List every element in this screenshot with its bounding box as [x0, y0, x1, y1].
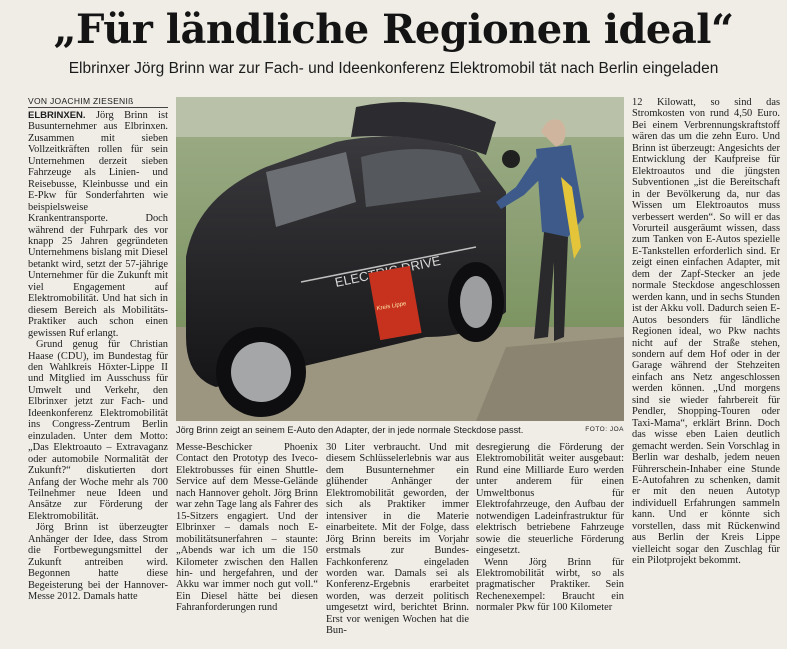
paragraph: 30 Liter verbraucht. Und mit diesem Schlüsselerlebnis war aus dem Busunternehmer ein glühender Anhänger der Elektromobilität geworden, der sich als Praktiker immer intensiver in die Materie einarbeitete. Mit der Folge, dass Jörg Brinn bereits im Vorjahr erstmals zur Bundes-Fachkonferenz eingeladen worden war. Damals sei als Konferenz-Ergebnis erarbeitet worden, was derzeit politisch umgesetzt wird, berichtet Brinn. Erst vor wenigen Wochen hat die Bun- — [326, 442, 469, 637]
photo-electric-car-with-man — [176, 97, 624, 421]
svg-text:Kreis Lippe: Kreis Lippe — [376, 301, 407, 313]
paragraph: ELBRINXEN. Jörg Brinn ist Busunternehmer aus Elbrinxen. Zusammen mit sieben Vollzeitkräften rollen für sein Unternehmen derzeit sieben Fahrzeuge als Linien- und Reisebusse, Kleinbusse und ein E-Pkw für Sonderfahrten wie beispielsweise Krankentransporte. Doch während der Fuhrpark des vor knapp 25 Jahren gegründeten Unternehmens bislang mit Diesel betankt wird, setzt der 57-jährige Unternehmer für die Zukunft mit viel Engagement auf Elektromobilität. Und hat sich in diesem Bereich als Mobilitäts-Praktiker auch schon einen gewissen Ruf erlangt. — [28, 110, 168, 339]
article-column-2 — [176, 442, 318, 645]
paragraph: desregierung die Förderung der Elektromobilität weiter ausgebaut: Rund eine Milliarde Euro werden unter anderem für einen Umweltbonus für Elektrofahrzeuge, den Aufbau der notwendigen Ladeinfrastruktur für elektrisch betriebene Fahrzeuge sowie die steuerliche Förderung eingesetzt. — [476, 442, 624, 557]
article-column-3 — [326, 442, 469, 645]
paragraph: 12 Kilowatt, so sind das Stromkosten von rund 4,50 Euro. Bei einem Verbrennungskraftstoff wären das um die zehn Euro. Und Brinn ist überzeugt: Angesichts der Entwicklung der Kaufpreise für Elektroautos und die jüngsten Subventionen „ist die Bereitschaft in der Bevölkerung da, nur das Wissen um Elektroautos muss verbessert werden“. So will er das Vorurteil ausgeräumt wissen, dass zum Tanken von E-Autos spezielle E-Tankstellen erforderlich sind. Er zeigt einen einfachen Adapter, mit dem der Zapf-Stecker an jede normale Steckdose angeschlossen werden kann, und in sechs Stunden ist der Akku voll. Dadurch seien E-Autos besonders für ländliche Regionen ideal, wo Pkw nachts nicht auf der Straße stehen, sondern auf dem Hof oder in der Garage während der Stehzeiten einfach ans Netz angeschlossen werden können. „Und morgens sind sie wieder fahrbereit für Pendler, Shopping-Touren oder Taxi-Mama“, erklärt Brinn. Doch das wisse eben Laien deutlich gemacht werden. Sein Vorschlag in Berlin war deshalb, jedem neuen Führerschein-Inhaber eine Stunde E-Autofahren zu schenken, damit er mit den neuen Autotyp individuell Erfahrungen sammeln kann. Und er könnte sich vorstellen, dass mit Rückenwind aus Berlin der Kreis Lippe vielleicht sogar den Zuschlag für ein Pilotprojekt bekommt. — [632, 97, 780, 567]
subheadline: Elbrinxer Jörg Brinn war zur Fach- und Ideenkonferenz Elektromobil tät nach Berlin eingeladen — [68, 60, 719, 77]
svg-text:ELECTRIC DRIVE: ELECTRIC DRIVE — [333, 252, 442, 290]
article-column-1 — [28, 110, 168, 645]
photo-caption — [176, 425, 624, 435]
byline: VON JOACHIM ZIESENIß — [28, 96, 168, 108]
article-column-5 — [632, 97, 780, 645]
paragraph: Messe-Beschicker Phoenix Contact den Prototyp des Iveco-Elektrobusses für einen Shuttle-Service auf dem Messe-Gelände nach Hannover geholt. Jörg Brinn war zehn Tage lang als Fahrer des 15-Sitzers engagiert. Und der Elbrinxer – damals noch E-mobilitätsunerfahren – staunte: „Abends war ich um die 150 Kilometer zwischen den Hallen hin- und hergefahren, und der Akku war immer noch gut voll.“ Ein Diesel hätte bei diesen Fahranforderungen rund — [176, 442, 318, 614]
caption-text: Jörg Brinn zeigt an seinem E-Auto den Adapter, der in jede normale Steckdose passt. — [176, 425, 524, 435]
paragraph: Grund genug für Christian Haase (CDU), im Bundestag für den Wahlkreis Höxter-Lippe II und Mitglied im Ausschuss für Umwelt und Verkehr, den Elbrinxer jetzt zur Fach- und Ideenkonferenz Elektromobilität ins Congress-Zentrum Berlin einzuladen. Unter dem Motto: „Das Elektroauto – Extravaganz oder automobile Normalität der Zukunft?“ diskutierten dort Anfang der Woche mehr als 700 Teilnehmer neue Ideen und Ansätze zur Förderung der Elektromobilität. — [28, 339, 168, 522]
dateline: ELBRINXEN. — [28, 110, 86, 121]
paragraph: Jörg Brinn ist überzeugter Anhänger der Idee, dass Strom die Fortbewegungsmittel der Zukunft antreiben wird. Begonnen hatte diese Begeisterung bei der Hannover-Messe 2012. Damals hatte — [28, 522, 168, 603]
photo-credit: FOTO: JOA — [585, 426, 624, 433]
article-column-4 — [476, 442, 624, 645]
paragraph: Wenn Jörg Brinn für Elektromobilität wirbt, so als pragmatischer Praktiker. Sein Rechenexempel: Braucht ein normaler Pkw für 100 Kilometer — [476, 556, 624, 614]
article-photo — [176, 97, 624, 421]
headline: „Für ländliche Regionen ideal“ — [53, 6, 734, 53]
